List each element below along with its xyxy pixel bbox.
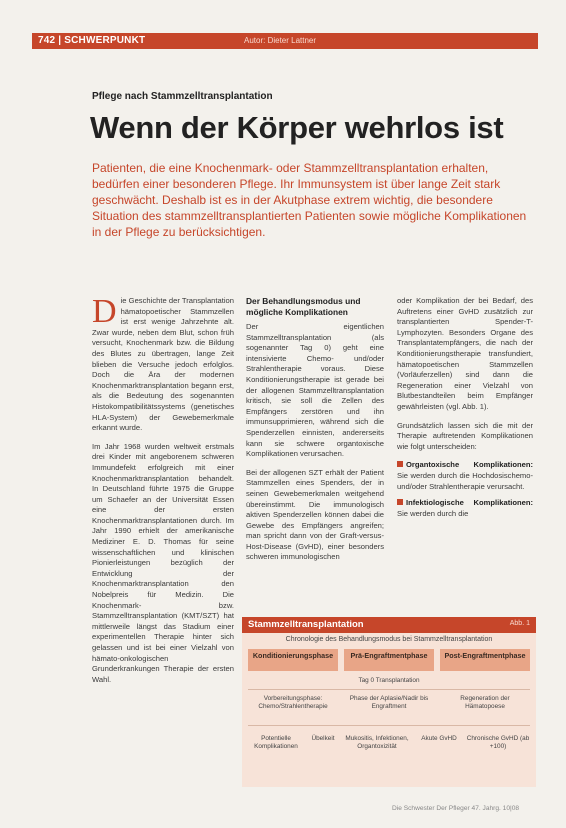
table-divider	[248, 725, 530, 726]
table-cell: Übelkeit	[311, 735, 335, 742]
page-header-bar	[32, 33, 538, 49]
article-title: Wenn der Körper wehrlos ist	[90, 110, 504, 145]
column3-paragraph-2: Grundsätzlich lassen sich die mit der Therapie auftretenden Komplikationen wie folgt unterscheiden:	[397, 420, 533, 451]
day-zero-label: Tag 0 Transplantation	[358, 677, 420, 684]
table-subtitle: Chronologie des Behandlungsmodus bei Stammzelltransplantation	[285, 636, 493, 643]
table-title-bar	[242, 617, 536, 633]
column1-paragraph-1	[92, 293, 234, 434]
column2-paragraph-2: Bei der allogenen SZT erhält der Patient Stammzellen eines Spenders, der in seinen Gewebemerkmalen weitgehend übereinstimmt. Die immunologisch aktiven Spenderzellen können dabei die Gewebe des Empfängers angreifen; man spricht dann von der Graft-versus-Host-Disease (GvHD), einer besonders schweren immunologischen	[246, 467, 384, 562]
table-divider	[248, 689, 530, 690]
column1-paragraph-2: Im Jahr 1968 wurden weltweit erstmals drei Kinder mit angeborenem schweren Immundefekt erfolgreich mit einer Knochenmarktransplantation behandelt. In Deutschland führte 1975 die Gruppe um Schaefer an der Universität Essen eine der ersten Knochenmarktransplantationen durch. Im Jahr 1990 erhielt der amerikanische Mediziner E. D. Thomas für seine wissenschaftlichen und klinischen Pionierleistungen bezüglich der Entwicklung der Knochenmarktransplantation den Nobelpreis für Medizin. Die Knochenmark- bzw. Stammzelltransplantation (KMT/SZT) hat mittlerweile längst das Stadium einer experimentellen Therapie hinter sich gelassen und ist bei einer Vielzahl von hämato-onkologischen Grunderkrankungen Therapie der ersten Wahl.	[92, 441, 234, 684]
figure-reference: Abb. 1	[509, 620, 530, 627]
timeline-table	[242, 617, 536, 787]
list-item	[397, 498, 533, 519]
table-cell: Mukositis, Infektionen, Organtoxizität	[345, 735, 409, 750]
phase-conditioning: Konditionierungsphase	[248, 649, 338, 671]
drop-cap: D	[92, 293, 117, 330]
phase-pre-engraftment: Prä-Engraftmentphase	[344, 649, 434, 671]
bullet-text: Sie werden durch die	[397, 508, 469, 518]
list-item	[397, 460, 533, 492]
column3-paragraph-1: oder Komplikation der bei Bedarf, des Auftretens einer GvHD zusätzlich zur transplantierten Spender-T-Lymphozyten. Besonders Organe des Transplantatempfängers, die nach der Konditionierungstherapie transfundiert, hämatopoetischen Stammzellen (Vorläuferzellen) sind dann die Regeneration einer Vielzahl von Blutbestandteilen beim Empfänger gewährleisten (vgl. Abb. 1).	[397, 296, 533, 411]
table-cell: Vorbereitungsphase: Chemo/Strahlentherapie	[258, 695, 328, 710]
section-subhead: Der Behandlungsmodus und mögliche Komplikationen	[246, 296, 361, 317]
table-cell: Regeneration der Hämatopoese	[460, 695, 510, 710]
text-column-2	[246, 296, 384, 571]
text-column-1	[92, 293, 234, 693]
square-bullet-icon	[397, 461, 403, 467]
page-section-label: 742 | SCHWERPUNKT	[38, 35, 146, 46]
author-label: Autor: Dieter Lattner	[244, 36, 317, 45]
table-cell: Potentielle Komplikationen	[254, 735, 298, 750]
bullet-label: Infektiologische Komplikationen:	[406, 498, 533, 508]
article-kicker: Pflege nach Stammzelltransplantation	[92, 91, 273, 102]
article-lead: Patienten, die eine Knochenmark- oder Stammzelltransplantation erhalten, bedürfen einer besonderen Pflege. Ihr Immunsystem ist über lange Zeit stark geschwächt. Deshalb ist es in der Akutphase extrem wichtig, die besondere Situation des stammzelltransplantierten Patienten sowie mögliche Komplikationen in der Pflege zu berücksichtigen.	[92, 161, 527, 239]
phase-post-engraftment: Post-Engraftmentphase	[440, 649, 530, 671]
table-cell: Akute GvHD	[421, 735, 457, 742]
square-bullet-icon	[397, 499, 403, 505]
table-title: Stammzelltransplantation	[248, 619, 364, 630]
bullet-text: Sie werden durch die Hochdosischemo- und/oder Strahlentherapie verursacht.	[397, 470, 533, 491]
column2-paragraph-1: Der eigentlichen Stammzelltransplantation (als sogenannter Tag 0) geht eine intensivierte Chemo- und/oder Strahlentherapie voraus. Diese Konditionierungstherapie ist gerade bei der allogenen Stammzelltransplantation kritisch, sie soll die Zellen des Empfängers zerstören und ihn immunsupprimieren, während sich die Spenderzellen einnisten, andererseits kann sie schwere organtoxische Komplikationen verursachen.	[246, 322, 384, 459]
table-cell: Chronische GvHD (ab +100)	[466, 735, 530, 750]
text-column-3	[397, 296, 533, 525]
column1-paragraph-1-text: ie Geschichte der Transplantation hämatopoetischer Stammzellen ist erst wenige Jahrzehnte alt. Zwar wurde, neben dem Blut, schon früh versucht, Knochenmark bzw. die Bildung des Blutes zu übertragen, lange Zeit blieben die Versuche jedoch erfolglos. Doch die Ära der modernen Knochenmarktransplantation begann erst, als die Bedeutung des sogenannten Histokompatibilitätssystems (genetisches HLA-System) der Gewebemerkmale erkannt wurde.	[92, 296, 234, 433]
page-footer: Die Schwester Der Pfleger 47. Jahrg. 10|08	[392, 805, 520, 812]
bullet-label: Organtoxische Komplikationen:	[406, 460, 533, 470]
table-cell: Phase der Aplasie/Nadir bis Engraftment	[349, 695, 429, 710]
